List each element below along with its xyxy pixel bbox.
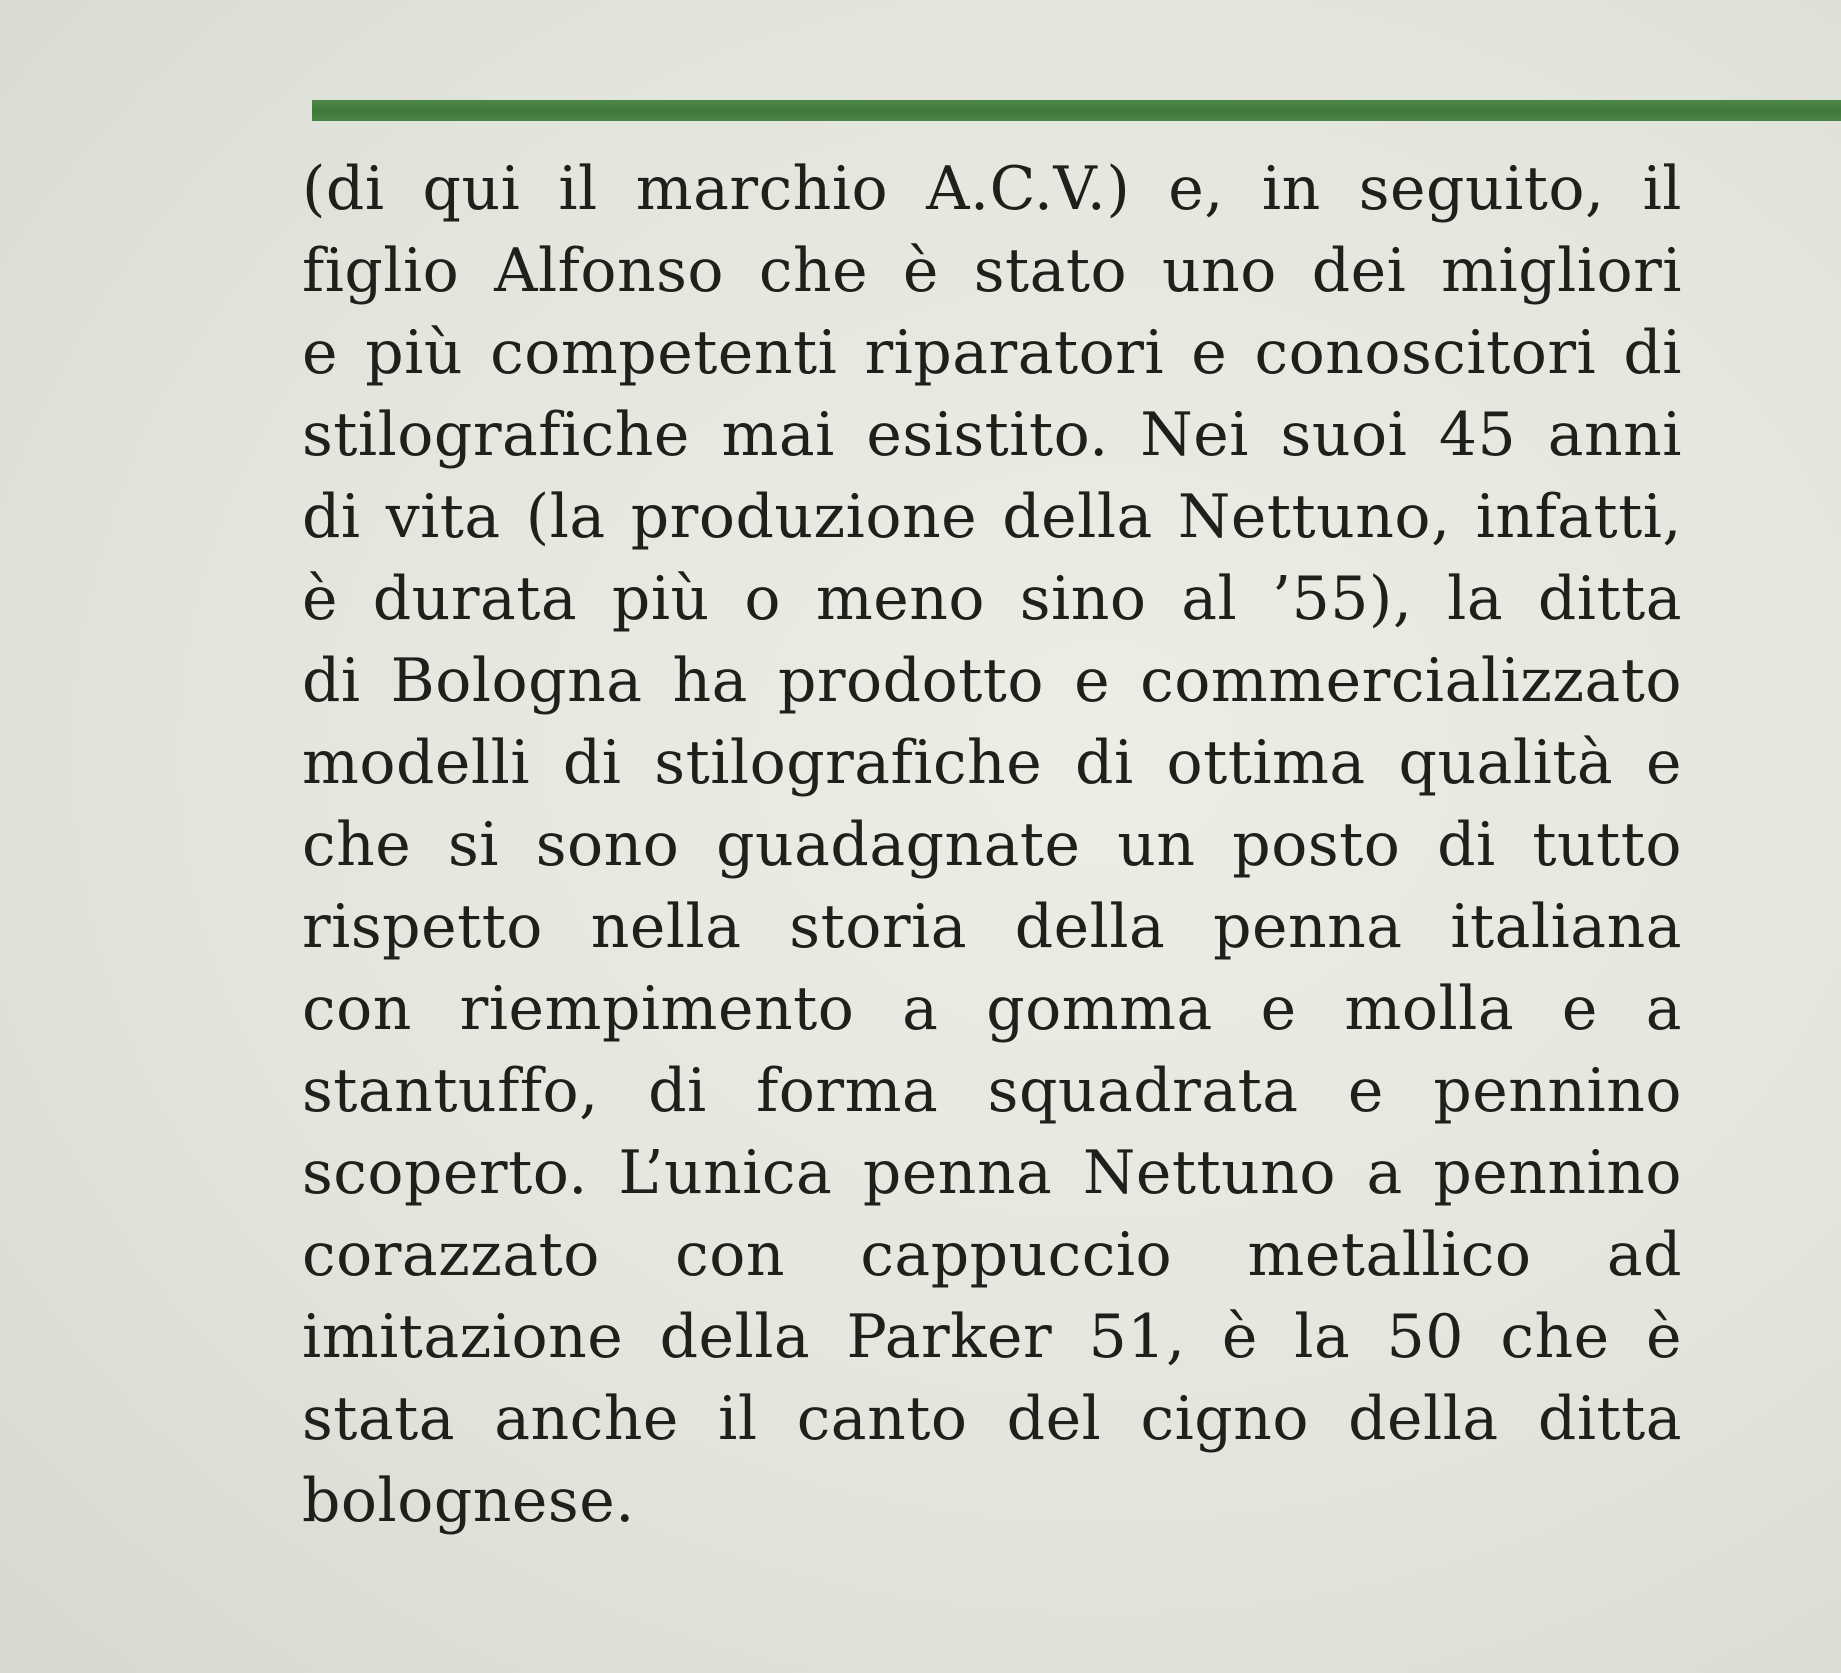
text-line: di Bologna ha prodotto e commercializzato xyxy=(302,646,1682,716)
text-line: stantuffo, di forma squadrata e pennino xyxy=(302,1056,1682,1126)
green-header-rule xyxy=(312,100,1841,121)
text-line-last: bolognese. xyxy=(302,1466,635,1536)
text-line: stilografiche mai esistito. Nei suoi 45 anni xyxy=(302,400,1682,470)
text-line: (di qui il marchio A.C.V.) e, in seguito, il xyxy=(302,154,1682,224)
text-line: che si sono guadagnate un posto di tutto xyxy=(302,810,1682,880)
text-line: scoperto. L’unica penna Nettuno a pennino xyxy=(302,1138,1682,1208)
text-line: stata anche il canto del cigno della ditta xyxy=(302,1384,1682,1454)
text-line: è durata più o meno sino al ’55), la ditta xyxy=(302,564,1682,634)
text-line: imitazione della Parker 51, è la 50 che è xyxy=(302,1302,1682,1372)
text-line: di vita (la produzione della Nettuno, infatti, xyxy=(302,482,1682,552)
text-line: con riempimento a gomma e molla e a xyxy=(302,974,1682,1044)
text-line: modelli di stilografiche di ottima qualità e xyxy=(302,728,1682,798)
text-line: figlio Alfonso che è stato uno dei migliori xyxy=(302,236,1682,306)
text-line: e più competenti riparatori e conoscitori di xyxy=(302,318,1682,388)
article-text xyxy=(302,148,1682,1542)
text-line: corazzato con cappuccio metallico ad xyxy=(302,1220,1682,1290)
text-line: rispetto nella storia della penna italiana xyxy=(302,892,1682,962)
